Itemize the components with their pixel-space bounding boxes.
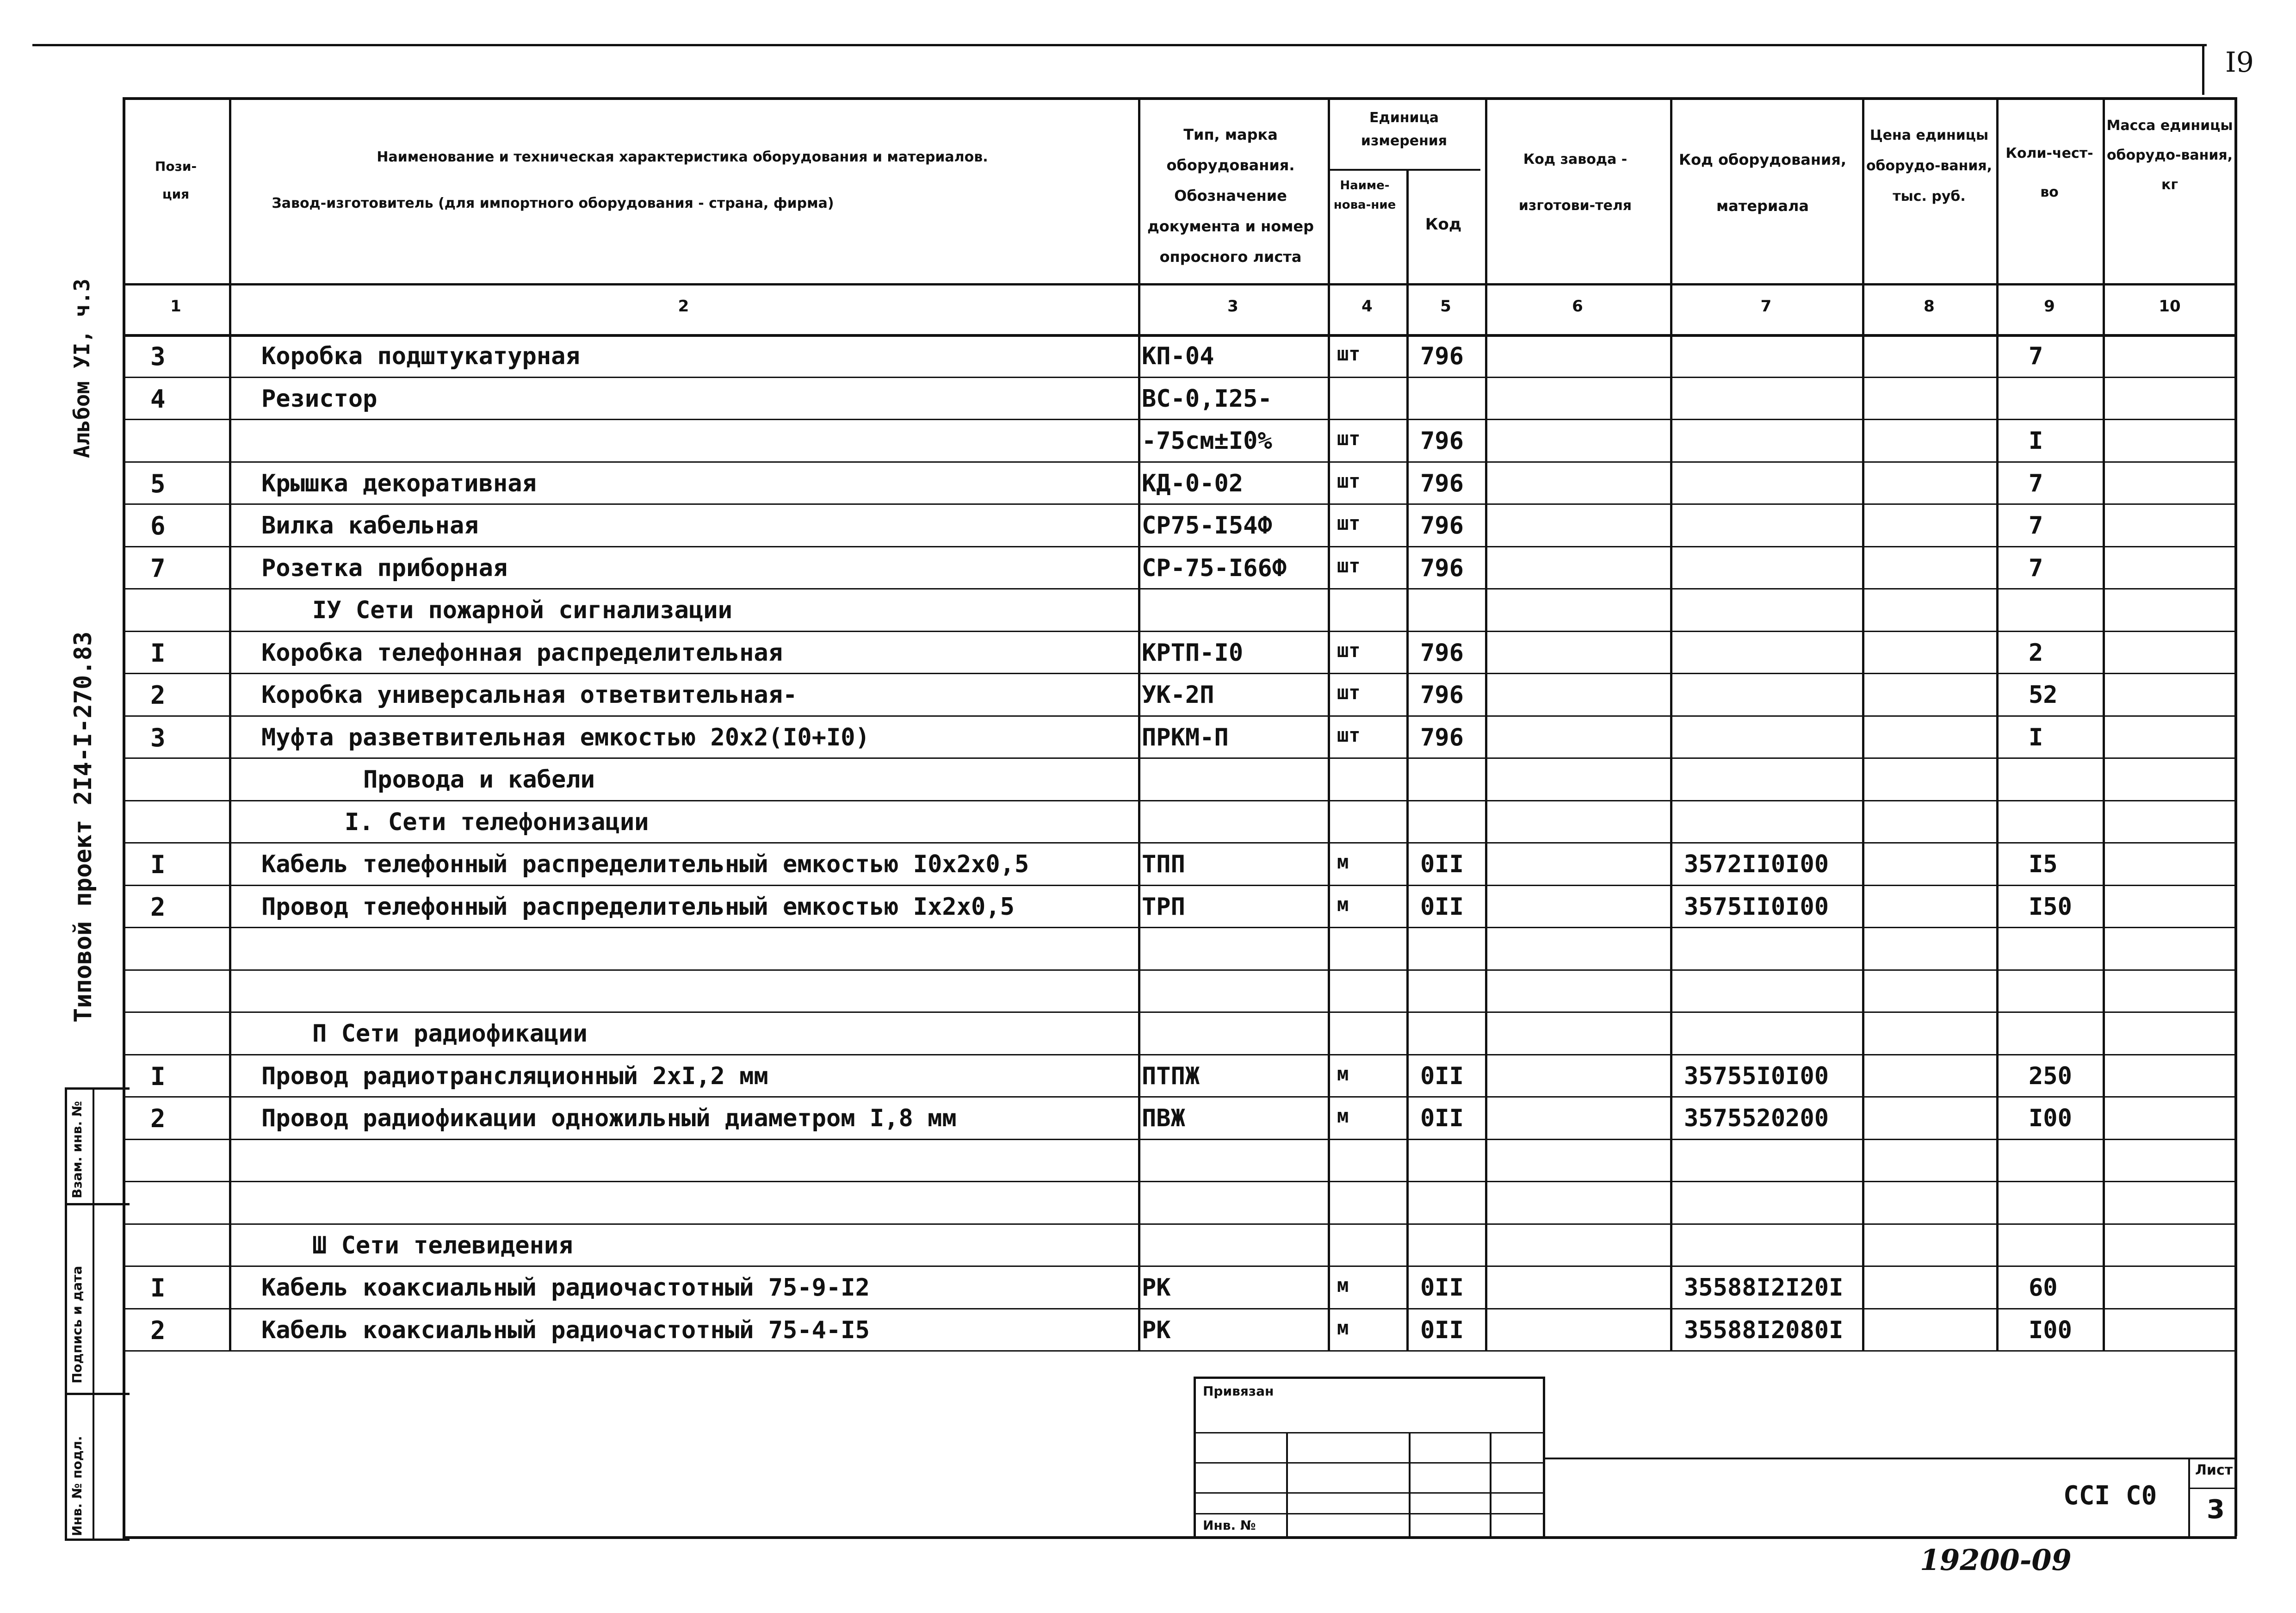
row-quantity: 7 xyxy=(2029,554,2043,582)
row-quantity: 60 xyxy=(2029,1274,2058,1302)
row-divider xyxy=(123,1308,2237,1309)
side-project-label: Типовой проект 2I4-I-270.83 xyxy=(69,631,97,1023)
row-name: Резистор xyxy=(261,385,378,413)
row-name: IУ Сети пожарной сигнализации xyxy=(312,596,732,624)
header-price: Цена единицы оборудо-вания, тыс. руб. xyxy=(1866,127,1993,205)
row-unit-code: 796 xyxy=(1420,639,1464,667)
page-corner-number: I9 xyxy=(2225,46,2254,79)
side-album-label: Альбом УI, ч.3 xyxy=(69,279,94,458)
row-unit: м xyxy=(1337,1274,1349,1297)
row-unit: м xyxy=(1337,1104,1349,1127)
row-divider xyxy=(123,377,2237,378)
row-material-code: 35755I0I00 xyxy=(1684,1062,1829,1090)
table-top-border xyxy=(123,97,2237,100)
row-divider xyxy=(123,1054,2237,1055)
row-quantity: 52 xyxy=(2029,681,2058,709)
column-number: 5 xyxy=(1440,297,1451,316)
column-divider xyxy=(1996,97,1999,1350)
row-name: Провод радиотрансляционный 2хI,2 мм xyxy=(261,1062,768,1090)
row-type: СР75-I54Ф xyxy=(1142,512,1272,540)
row-quantity: 7 xyxy=(2029,342,2043,370)
row-unit-code: 796 xyxy=(1420,554,1464,582)
row-quantity: 2 xyxy=(2029,639,2043,667)
stamp-hline xyxy=(1545,1458,2237,1459)
header-type: Тип, марка оборудования. Обозначение документа и номер опросного листа xyxy=(1147,126,1314,266)
stamp-label-vzam: Взам. инв. № xyxy=(69,1101,85,1198)
header-unit-code: Код xyxy=(1425,215,1462,234)
row-name: Коробка подштукатурная xyxy=(261,342,580,370)
row-unit-code: 0II xyxy=(1420,850,1464,878)
stamp-inv-no: Инв. № xyxy=(1203,1518,1256,1533)
column-divider xyxy=(1138,97,1140,1350)
row-name: Кабель телефонный распределительный емкостью I0х2х0,5 xyxy=(261,850,1029,878)
row-position: 2 xyxy=(150,1315,166,1345)
table-bottom-border xyxy=(123,1536,2237,1539)
header-unit-name: Наиме-нова-ние xyxy=(1333,179,1396,212)
column-number: 2 xyxy=(678,297,689,316)
row-unit-code: 796 xyxy=(1420,512,1464,540)
column-divider xyxy=(1328,97,1330,1350)
column-number: 9 xyxy=(2044,297,2055,316)
row-type: ВС-0,I25- xyxy=(1142,385,1272,413)
column-number: 8 xyxy=(1924,297,1935,316)
column-number-rule xyxy=(123,334,2237,337)
row-material-code: 3572II0I00 xyxy=(1684,850,1829,878)
row-quantity: 7 xyxy=(2029,512,2043,540)
row-quantity: I xyxy=(2029,427,2043,455)
row-unit: шт xyxy=(1337,639,1361,662)
row-divider xyxy=(123,673,2237,674)
row-quantity: I xyxy=(2029,723,2043,751)
row-type: ТПП xyxy=(1142,850,1185,878)
row-unit-code: 0II xyxy=(1420,1316,1464,1344)
row-divider xyxy=(123,1266,2237,1267)
row-divider xyxy=(123,1223,2237,1225)
row-type: КП-04 xyxy=(1142,342,1214,370)
row-quantity: 7 xyxy=(2029,469,2043,497)
row-position: I xyxy=(150,638,166,668)
row-divider xyxy=(123,546,2237,547)
column-divider xyxy=(1406,169,1409,1350)
row-name: Провода и кабели xyxy=(363,766,595,794)
row-position: I xyxy=(150,850,166,879)
row-divider xyxy=(123,715,2237,717)
row-position: 3 xyxy=(150,723,166,752)
row-divider xyxy=(123,1350,2237,1352)
row-position: 6 xyxy=(150,511,166,540)
stamp-tied: Привязан xyxy=(1203,1383,1274,1399)
row-unit-code: 796 xyxy=(1420,342,1464,370)
stamp-label-signature: Подпись и дата xyxy=(69,1266,85,1383)
row-unit: шт xyxy=(1337,427,1361,450)
column-divider xyxy=(1862,97,1864,1350)
header-unit-group: Единица измерения xyxy=(1361,110,1448,149)
row-divider xyxy=(123,1181,2237,1182)
column-divider xyxy=(1485,97,1487,1350)
row-unit-code: 796 xyxy=(1420,427,1464,455)
row-type: ПВЖ xyxy=(1142,1104,1185,1132)
row-type: ПТПЖ xyxy=(1142,1062,1200,1090)
header-name-line2: Завод-изготовитель (для импортного оборудования - страна, фирма) xyxy=(272,195,834,211)
column-number: 10 xyxy=(2159,297,2181,316)
row-divider xyxy=(123,757,2237,759)
row-name: Муфта разветвительная емкостью 20х2(I0+I0) xyxy=(261,723,870,751)
row-position: I xyxy=(150,1061,166,1091)
row-type: КД-0-02 xyxy=(1142,469,1244,497)
row-divider xyxy=(123,461,2237,463)
row-name: Розетка приборная xyxy=(261,554,508,582)
row-divider xyxy=(123,1011,2237,1013)
row-name: Провод радиофикации одножильный диаметром I,8 мм xyxy=(261,1104,957,1132)
row-type: ТРП xyxy=(1142,893,1185,921)
row-position: 3 xyxy=(150,342,166,371)
row-divider xyxy=(123,800,2237,801)
header-mass: Масса единицы оборудо-вания, кг xyxy=(2106,118,2233,193)
row-unit: м xyxy=(1337,1316,1349,1339)
row-position: 2 xyxy=(150,681,166,710)
row-divider xyxy=(123,419,2237,420)
row-position: I xyxy=(150,1273,166,1303)
header-material-code: Код оборудования, материала xyxy=(1678,151,1847,215)
row-position: 5 xyxy=(150,469,166,498)
row-type: СР-75-I66Ф xyxy=(1142,554,1287,582)
header-quantity: Коли-чест-во xyxy=(2005,145,2093,200)
stamp-top xyxy=(1194,1377,1545,1379)
row-name: Коробка телефонная распределительная xyxy=(261,639,783,667)
column-number: 7 xyxy=(1760,297,1772,316)
row-unit: м xyxy=(1337,850,1349,873)
stamp-sheet-box xyxy=(2188,1458,2190,1536)
row-divider xyxy=(123,927,2237,928)
row-unit: шт xyxy=(1337,554,1361,577)
row-unit-code: 0II xyxy=(1420,1104,1464,1132)
row-position: 4 xyxy=(150,384,166,414)
row-name: I. Сети телефонизации xyxy=(345,808,649,836)
row-divider xyxy=(123,503,2237,505)
row-unit: шт xyxy=(1337,469,1361,492)
stamp-row1 xyxy=(1194,1432,1545,1433)
row-unit: м xyxy=(1337,893,1349,916)
row-unit-code: 796 xyxy=(1420,681,1464,709)
column-number: 3 xyxy=(1227,297,1238,316)
header-position: Пози- ция xyxy=(155,159,197,202)
row-quantity: I5 xyxy=(2029,850,2058,878)
row-material-code: 3575520200 xyxy=(1684,1104,1829,1132)
row-unit-code: 0II xyxy=(1420,893,1464,921)
stamp-row2 xyxy=(1194,1462,1545,1464)
row-name: Вилка кабельная xyxy=(261,512,479,540)
row-divider xyxy=(123,631,2237,632)
row-name: Кабель коаксиальный радиочастотный 75-4-I5 xyxy=(261,1316,870,1344)
stamp-col3 xyxy=(1490,1432,1491,1536)
column-number: 4 xyxy=(1362,297,1373,316)
row-material-code: 3575II0I00 xyxy=(1684,893,1829,921)
row-position: 7 xyxy=(150,553,166,583)
stamp-right xyxy=(1543,1377,1545,1536)
row-unit: шт xyxy=(1337,342,1361,365)
row-divider xyxy=(123,1096,2237,1098)
row-name: Кабель коаксиальный радиочастотный 75-9-I2 xyxy=(261,1274,870,1302)
row-divider xyxy=(123,588,2237,589)
row-type: РК xyxy=(1142,1316,1171,1344)
unit-group-split xyxy=(1328,169,1480,171)
row-unit: шт xyxy=(1337,723,1361,746)
row-unit: шт xyxy=(1337,681,1361,704)
row-unit: шт xyxy=(1337,512,1361,534)
row-quantity: I00 xyxy=(2029,1104,2072,1132)
row-material-code: 35588I2080I xyxy=(1684,1316,1844,1344)
row-unit-code: 0II xyxy=(1420,1274,1464,1302)
stamp-sheet-split xyxy=(2188,1488,2237,1489)
row-material-code: 35588I2I20I xyxy=(1684,1274,1844,1302)
row-name: П Сети радиофикации xyxy=(312,1020,588,1048)
row-name: Коробка универсальная ответвительная- xyxy=(261,681,798,709)
row-divider xyxy=(123,842,2237,844)
column-number: 1 xyxy=(170,297,181,316)
stamp-col1 xyxy=(1286,1432,1288,1536)
stamp-sheet-label: Лист xyxy=(2195,1462,2233,1478)
row-type: КРТП-I0 xyxy=(1142,639,1244,667)
row-unit: м xyxy=(1337,1062,1349,1085)
row-divider xyxy=(123,1139,2237,1140)
row-name: Крышка декоративная xyxy=(261,469,537,497)
column-divider xyxy=(1670,97,1672,1350)
stamp-sheet-number: 3 xyxy=(2207,1495,2225,1525)
row-unit-code: 0II xyxy=(1420,1062,1464,1090)
header-plant-code: Код завода - изготови-теля xyxy=(1518,151,1632,214)
row-quantity: I00 xyxy=(2029,1316,2072,1344)
stamp-left xyxy=(1194,1377,1196,1536)
row-quantity: 250 xyxy=(2029,1062,2072,1090)
row-type: УК-2П xyxy=(1142,681,1214,709)
row-type: -75см±I0% xyxy=(1142,427,1272,455)
column-divider xyxy=(2103,97,2105,1350)
row-position: 2 xyxy=(150,1104,166,1133)
row-position: 2 xyxy=(150,892,166,922)
stamp-row4 xyxy=(1194,1513,1545,1514)
stamp-document-code: ССI С0 xyxy=(2063,1481,2157,1511)
row-type: РК xyxy=(1142,1274,1171,1302)
header-name-line1: Наименование и техническая характеристика оборудования и материалов. xyxy=(377,149,988,165)
row-unit-code: 796 xyxy=(1420,469,1464,497)
row-name: Ш Сети телевидения xyxy=(312,1231,573,1259)
stamp-row3 xyxy=(1194,1492,1545,1494)
stamp-col2 xyxy=(1409,1432,1411,1536)
row-name: Провод телефонный распределительный емкостью Iх2х0,5 xyxy=(261,893,1015,921)
header-bottom-rule xyxy=(123,283,2237,285)
row-type: ПРКМ-П xyxy=(1142,723,1229,751)
row-divider xyxy=(123,885,2237,886)
column-number: 6 xyxy=(1572,297,1583,316)
handwritten-archive-number: 19200-09 xyxy=(1920,1543,2072,1577)
stamp-label-inv-podl: Инв. № подл. xyxy=(69,1436,85,1536)
column-divider xyxy=(229,97,231,1350)
row-quantity: I50 xyxy=(2029,893,2072,921)
row-unit-code: 796 xyxy=(1420,723,1464,751)
row-divider xyxy=(123,969,2237,971)
